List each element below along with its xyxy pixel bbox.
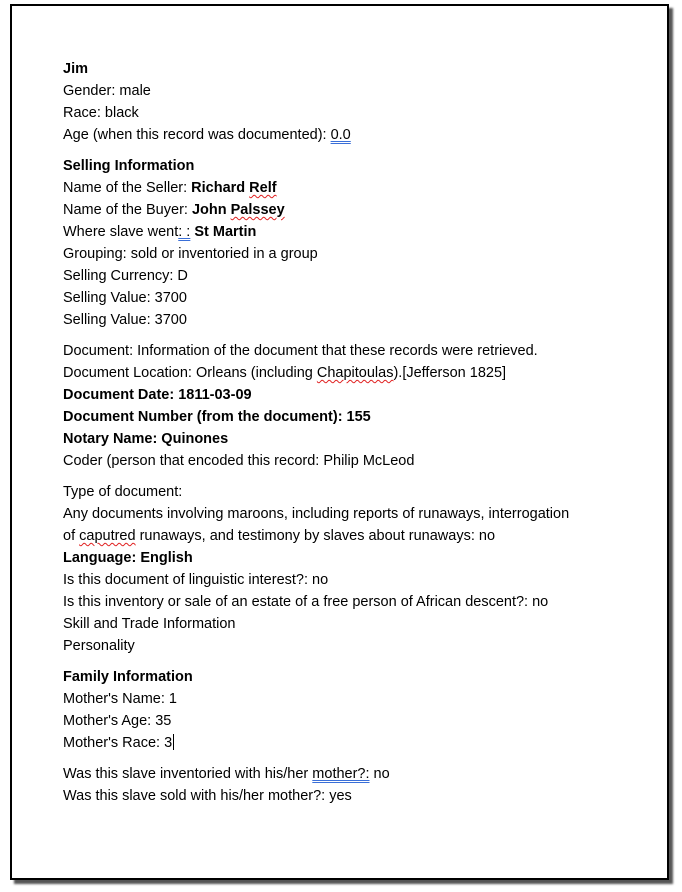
- document-page: [10, 4, 669, 880]
- maroons-suffix: runaways, and testimony by slaves about runaways: no: [135, 528, 496, 544]
- selling-heading: Selling Information: [63, 158, 195, 174]
- text-cursor: [173, 734, 174, 750]
- document-body[interactable]: [63, 58, 623, 807]
- maroons-misspelled: caputred: [79, 528, 136, 544]
- coder-line: Coder (person that encoded this record: Philip McLeod: [63, 453, 415, 469]
- age-value: 0.0: [330, 127, 351, 143]
- document-description: Document: Information of the document that these records were retrieved.: [63, 343, 538, 359]
- document-date: Document Date: 1811-03-09: [63, 387, 252, 403]
- inventoried-flagged: mother?:: [312, 766, 370, 782]
- seller-first: Richard: [191, 180, 250, 196]
- skill-line: Skill and Trade Information: [63, 616, 236, 632]
- maroons-line-2: [63, 525, 623, 547]
- buyer-label: Name of the Buyer:: [63, 202, 192, 218]
- selling-value-line: Selling Value: 3700: [63, 290, 187, 306]
- location-misspelled: Chapitoulas: [316, 365, 394, 381]
- maroons-line-1: Any documents involving maroons, including reports of runaways, interrogation: [63, 506, 570, 522]
- gender-line: [63, 80, 623, 102]
- race-value: black: [104, 105, 139, 121]
- age-line: [63, 124, 623, 146]
- document-type-label: Type of document:: [63, 484, 183, 500]
- language-line: Language: English: [63, 550, 193, 566]
- inventoried-answer: no: [369, 766, 390, 782]
- seller-last: Relf: [249, 180, 277, 196]
- gender-label: Gender:: [63, 83, 120, 99]
- notary-name: Notary Name: Quinones: [63, 431, 229, 447]
- estate-line: Is this inventory or sale of an estate of a free person of African descent?: no: [63, 594, 549, 610]
- age-label: Age (when this record was documented):: [63, 127, 327, 143]
- linguistic-line: Is this document of linguistic interest?: no: [63, 572, 329, 588]
- destination-line: [63, 221, 623, 243]
- destination-label: Where slave went: [63, 224, 179, 240]
- buyer-line: [63, 199, 623, 221]
- destination-marker: : :: [178, 224, 191, 240]
- sold-with-mother-line: Was this slave sold with his/her mother?: yes: [63, 788, 352, 804]
- family-heading: Family Information: [63, 669, 193, 685]
- inventoried-with-mother-line: [63, 763, 623, 785]
- race-line: [63, 102, 623, 124]
- destination-value: St Martin: [190, 224, 257, 240]
- seller-line: [63, 177, 623, 199]
- document-number: Document Number (from the document): 155: [63, 409, 371, 425]
- document-location-line: [63, 362, 623, 384]
- inventoried-prefix: Was this slave inventoried with his/her: [63, 766, 313, 782]
- maroons-prefix: of: [63, 528, 80, 544]
- buyer-last: Palssey: [230, 202, 285, 218]
- selling-value-line-2: Selling Value: 3700: [63, 312, 187, 328]
- race-label: Race:: [63, 105, 105, 121]
- buyer-first: John: [191, 202, 231, 218]
- mother-race-text: Mother's Race: 3: [63, 735, 173, 751]
- currency-line: Selling Currency: D: [63, 268, 188, 284]
- seller-label: Name of the Seller:: [63, 180, 192, 196]
- mother-name-line: Mother's Name: 1: [63, 691, 177, 707]
- grouping-line: Grouping: sold or inventoried in a group: [63, 246, 318, 262]
- location-suffix: ).[Jefferson 1825]: [393, 365, 507, 381]
- mother-race-line: [63, 732, 623, 754]
- record-name: Jim: [63, 61, 88, 77]
- mother-age-line: Mother's Age: 35: [63, 713, 172, 729]
- gender-value: male: [119, 83, 151, 99]
- location-prefix: Document Location: Orleans (including: [63, 365, 317, 381]
- personality-line: Personality: [63, 638, 135, 654]
